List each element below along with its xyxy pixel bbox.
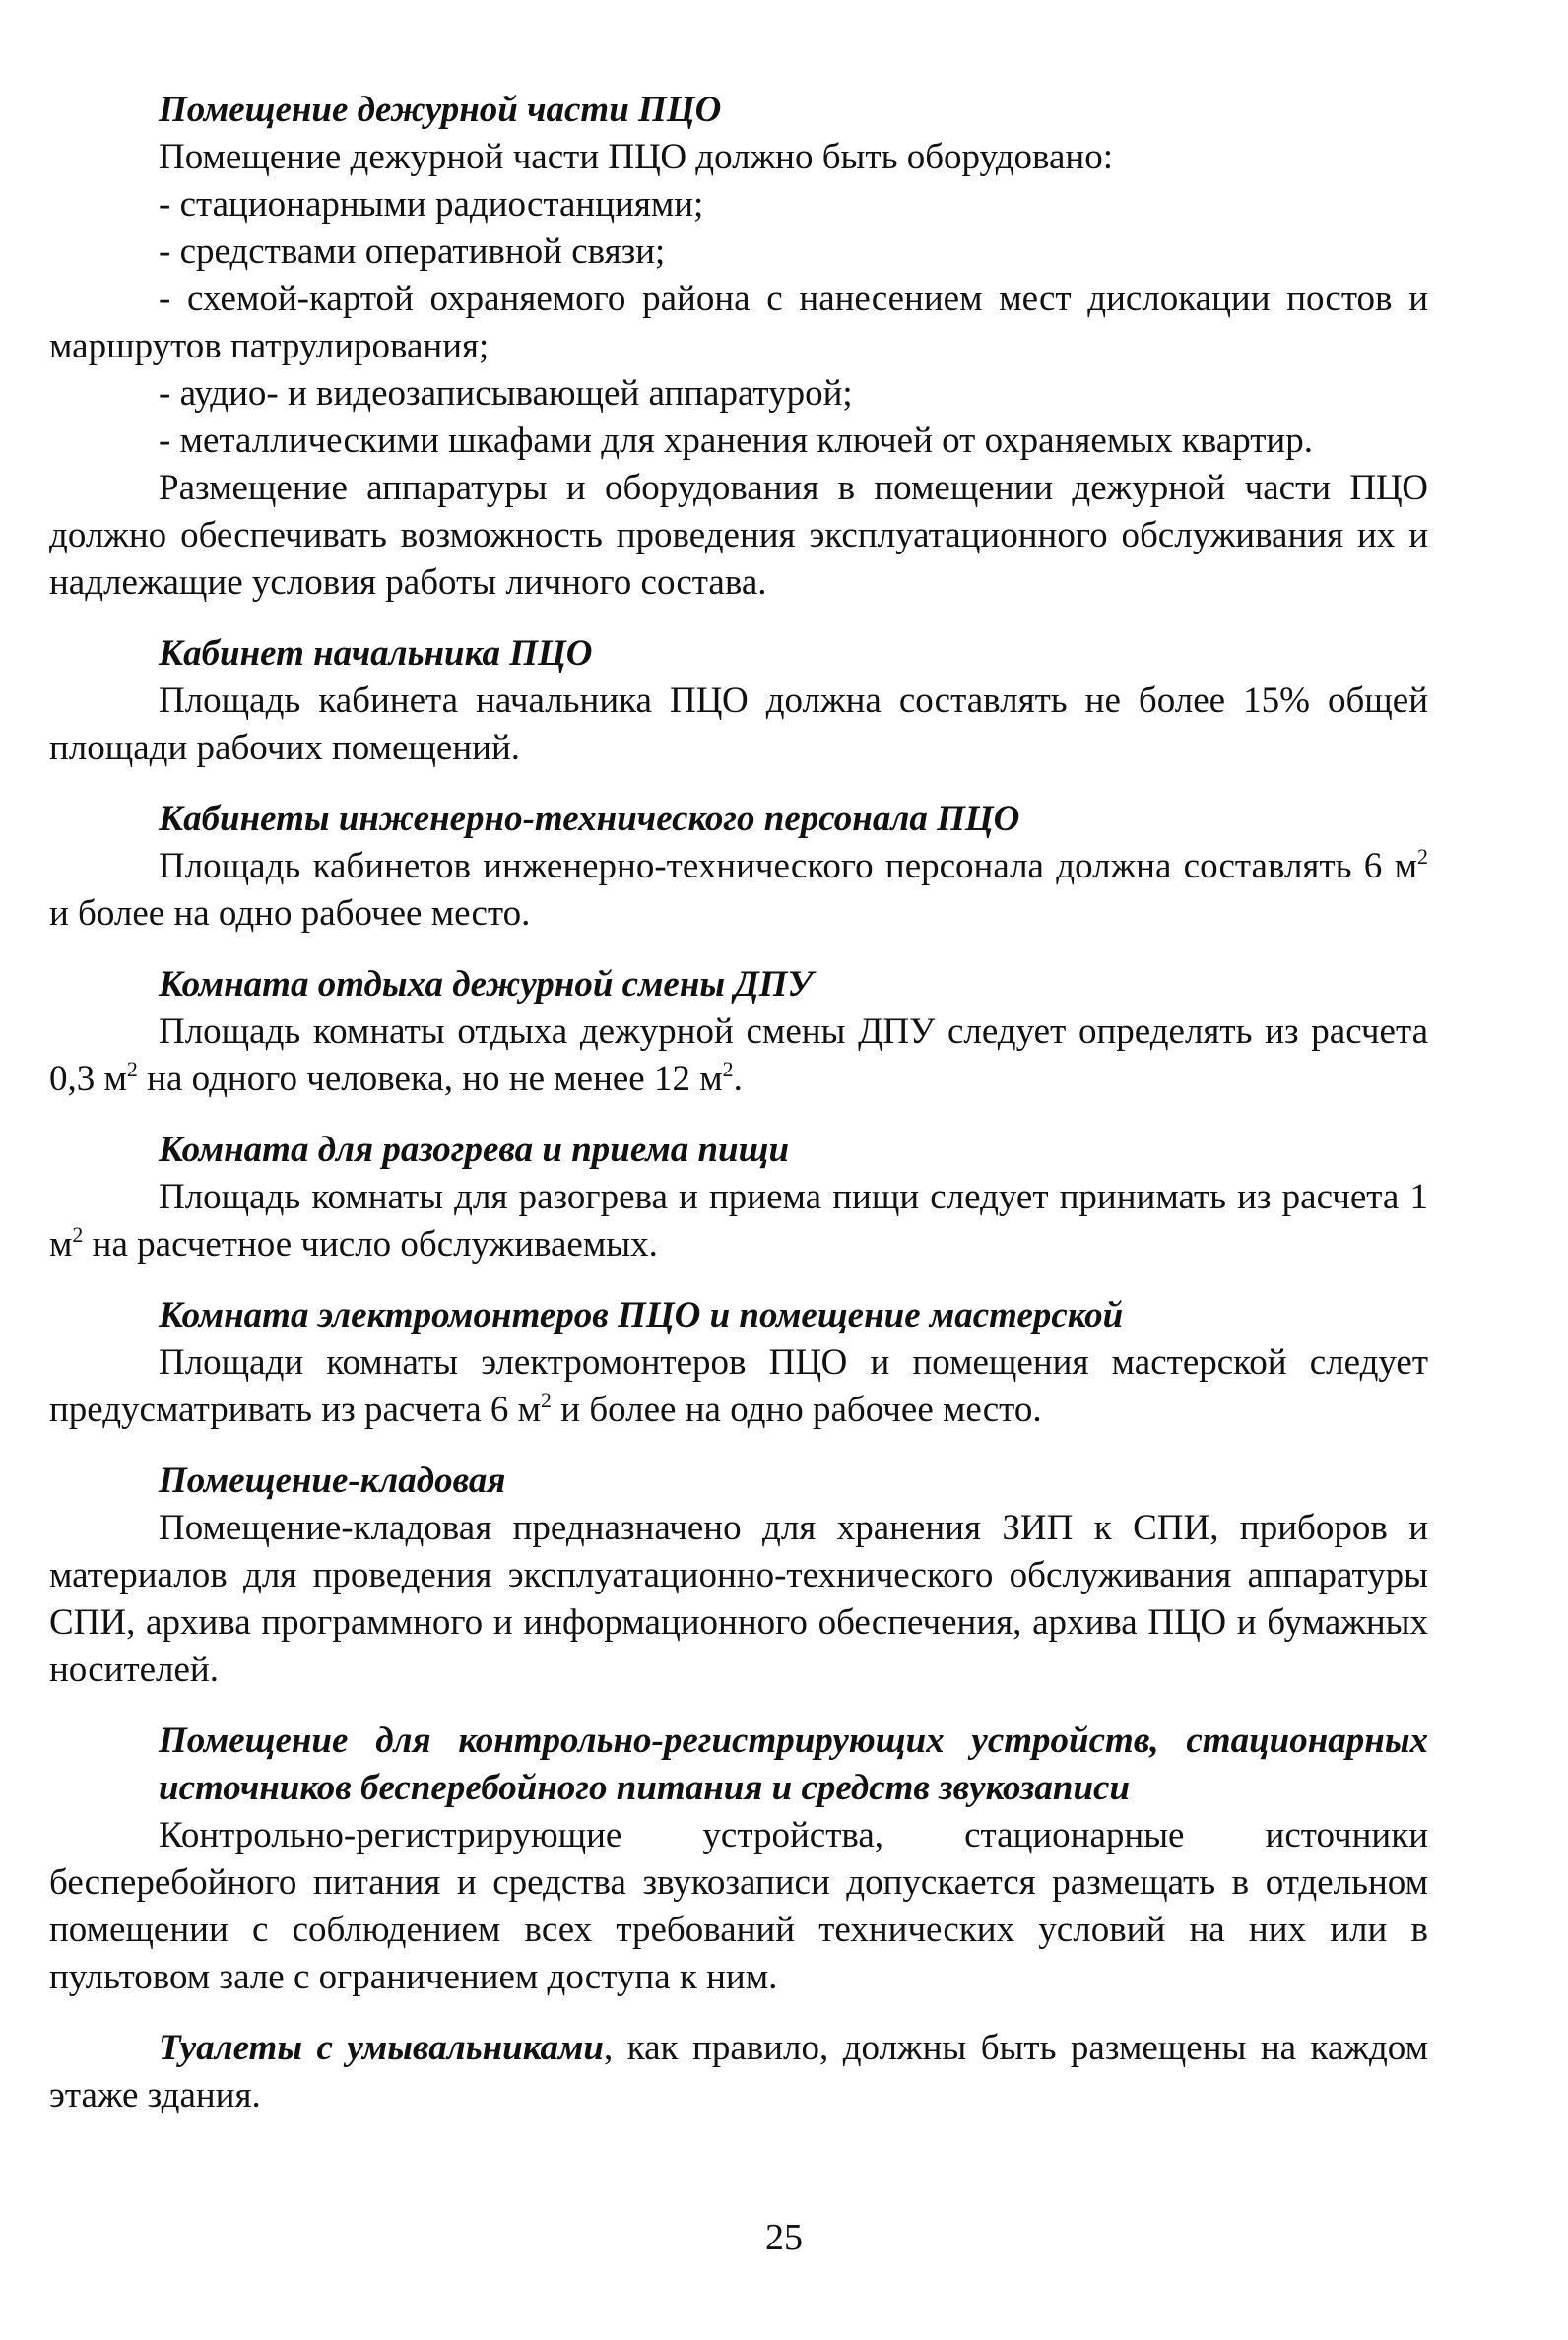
paragraph: Площадь кабинета начальника ПЦО должна составлять не более 15% общей площади рабочих помещений. (49, 681, 1428, 768)
section-toilets (49, 2025, 1428, 2119)
paragraph-text: . (733, 1059, 743, 1099)
paragraph-text: Площади комнаты электромонтеров ПЦО и помещения мастерской следует предусматривать из расчета 6 м (49, 1342, 1428, 1430)
superscript: 2 (126, 1057, 138, 1081)
section-meal-room (49, 1127, 1428, 1268)
section-heading: Помещение-кладовая (159, 1461, 506, 1501)
paragraph-text: на одного человека, но не менее 12 м (137, 1059, 723, 1099)
section-heading: Помещение для контрольно-регистрирующих устройств, стационарных источников бесперебойного питания и средств звукозаписи (159, 1721, 1428, 1808)
section-heading: Комната для разогрева и приема пищи (159, 1130, 790, 1170)
list-item: - схемой-картой охраняемого района с нанесением мест дислокации постов и маршрутов патрулирования; (49, 279, 1428, 366)
section-heading: Помещение дежурной части ПЦО (159, 90, 722, 130)
paragraph (49, 1008, 1428, 1103)
section-heading: Комната отдыха дежурной смены ДПУ (159, 964, 814, 1005)
list-item: - металлическими шкафами для хранения ключей от охраняемых квартир. (159, 421, 1313, 461)
page-number: 25 (765, 2217, 803, 2258)
list-item: - средствами оперативной связи; (159, 231, 666, 272)
section-heading: Кабинет начальника ПЦО (159, 633, 593, 674)
section-heading: Кабинеты инженерно-технического персонала ПЦО (159, 799, 1020, 839)
paragraph (49, 1174, 1428, 1268)
paragraph (49, 1339, 1428, 1434)
paragraph-text: и более на одно рабочее место. (49, 893, 531, 934)
paragraph-text: , как правило, должны быть размещены на каждом этаже здания. (49, 2028, 1428, 2115)
paragraph (49, 843, 1428, 938)
superscript: 2 (541, 1388, 553, 1412)
paragraph (49, 2025, 1428, 2119)
paragraph: Помещение-кладовая предназначено для хранения ЗИП к СПИ, приборов и материалов для проведения эксплуатационно-технического обслуживания аппаратуры СПИ, архива программного и информационного обеспечения, архива ПЦО и бумажных носителей. (49, 1508, 1428, 1690)
paragraph-text: Площадь кабинетов инженерно-технического персонала должна составлять 6 м (159, 846, 1417, 886)
superscript: 2 (72, 1222, 84, 1247)
section-rest-room (49, 961, 1428, 1103)
section-storeroom (49, 1458, 1428, 1694)
paragraph: Помещение дежурной части ПЦО должно быть оборудовано: (159, 137, 1114, 177)
section-engineering-offices (49, 796, 1428, 938)
paragraph-text: на расчетное число обслуживаемых. (83, 1224, 658, 1265)
section-heading: Комната электромонтеров ПЦО и помещение мастерской (159, 1295, 1124, 1335)
section-head-office (49, 630, 1428, 772)
inline-heading: Туалеты с умывальниками (159, 2028, 604, 2068)
section-duty-room (49, 87, 1428, 607)
section-control-devices-room (49, 1718, 1428, 2001)
superscript: 2 (1417, 844, 1428, 869)
section-electricians-room (49, 1292, 1428, 1434)
list-item: - стационарными радиостанциями; (159, 184, 704, 225)
paragraph-text: Площадь комнаты для разогрева и приема пищи следует принимать из расчета 1 м (49, 1177, 1428, 1265)
superscript: 2 (722, 1057, 734, 1081)
list-item: - аудио- и видеозаписывающей аппаратурой; (159, 373, 853, 414)
paragraph-text: и более на одно рабочее место. (552, 1390, 1042, 1430)
paragraph-text: Площадь комнаты отдыха дежурной смены ДПУ следует определять из расчета 0,3 м (49, 1011, 1428, 1099)
paragraph: Контрольно-регистрирующие устройства, стационарные источники бесперебойного питания и средства звукозаписи допускается размещать в отдельном помещении с соблюдением всех требований технических условий на них или в пультовом зале с ограничением доступа к ним. (49, 1815, 1428, 1997)
paragraph: Размещение аппаратуры и оборудования в помещении дежурной части ПЦО должно обеспечивать возможность проведения эксплуатационного обслуживания их и надлежащие условия работы личного состава. (49, 468, 1428, 603)
document-page (49, 87, 1428, 2143)
